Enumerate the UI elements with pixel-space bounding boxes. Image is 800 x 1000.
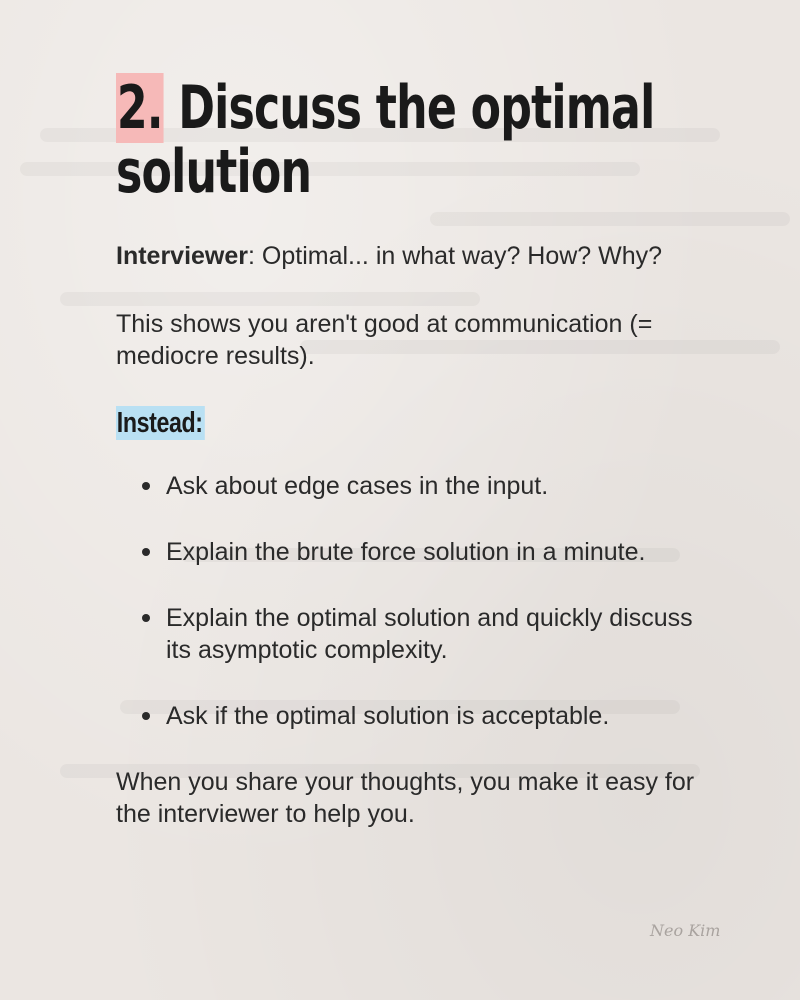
instead-label: Instead: (116, 406, 205, 440)
closing-text: When you share your thoughts, you make it easy for the interviewer to help you. (116, 768, 695, 828)
list-item (116, 700, 706, 732)
interviewer-quote (116, 240, 716, 272)
quote-text: : Optimal... in what way? How? Why? (248, 242, 663, 270)
list-item-text: Ask about edge cases in the input. (166, 472, 549, 500)
list-item (116, 536, 706, 568)
speaker-label: Interviewer (116, 242, 249, 270)
page-title (116, 73, 715, 207)
title-text: Discuss the optimal solution (116, 73, 655, 207)
bullet-dot-icon (142, 482, 150, 490)
list-item-text: Ask if the optimal solution is acceptable. (166, 702, 610, 730)
bullet-dot-icon (142, 548, 150, 556)
bullet-dot-icon (142, 614, 150, 622)
bullet-dot-icon (142, 712, 150, 720)
warning-text: This shows you aren't good at communication (= mediocre results). (116, 310, 653, 370)
author-signature: Neo Kim (650, 921, 721, 940)
step-number: 2. (116, 73, 163, 143)
post-content (116, 73, 716, 830)
list-item (116, 602, 706, 666)
list-item (116, 470, 706, 502)
list-item-text: Explain the brute force solution in a minute. (166, 538, 646, 566)
advice-list (116, 470, 716, 732)
list-item-text: Explain the optimal solution and quickly discuss its asymptotic complexity. (166, 604, 693, 664)
